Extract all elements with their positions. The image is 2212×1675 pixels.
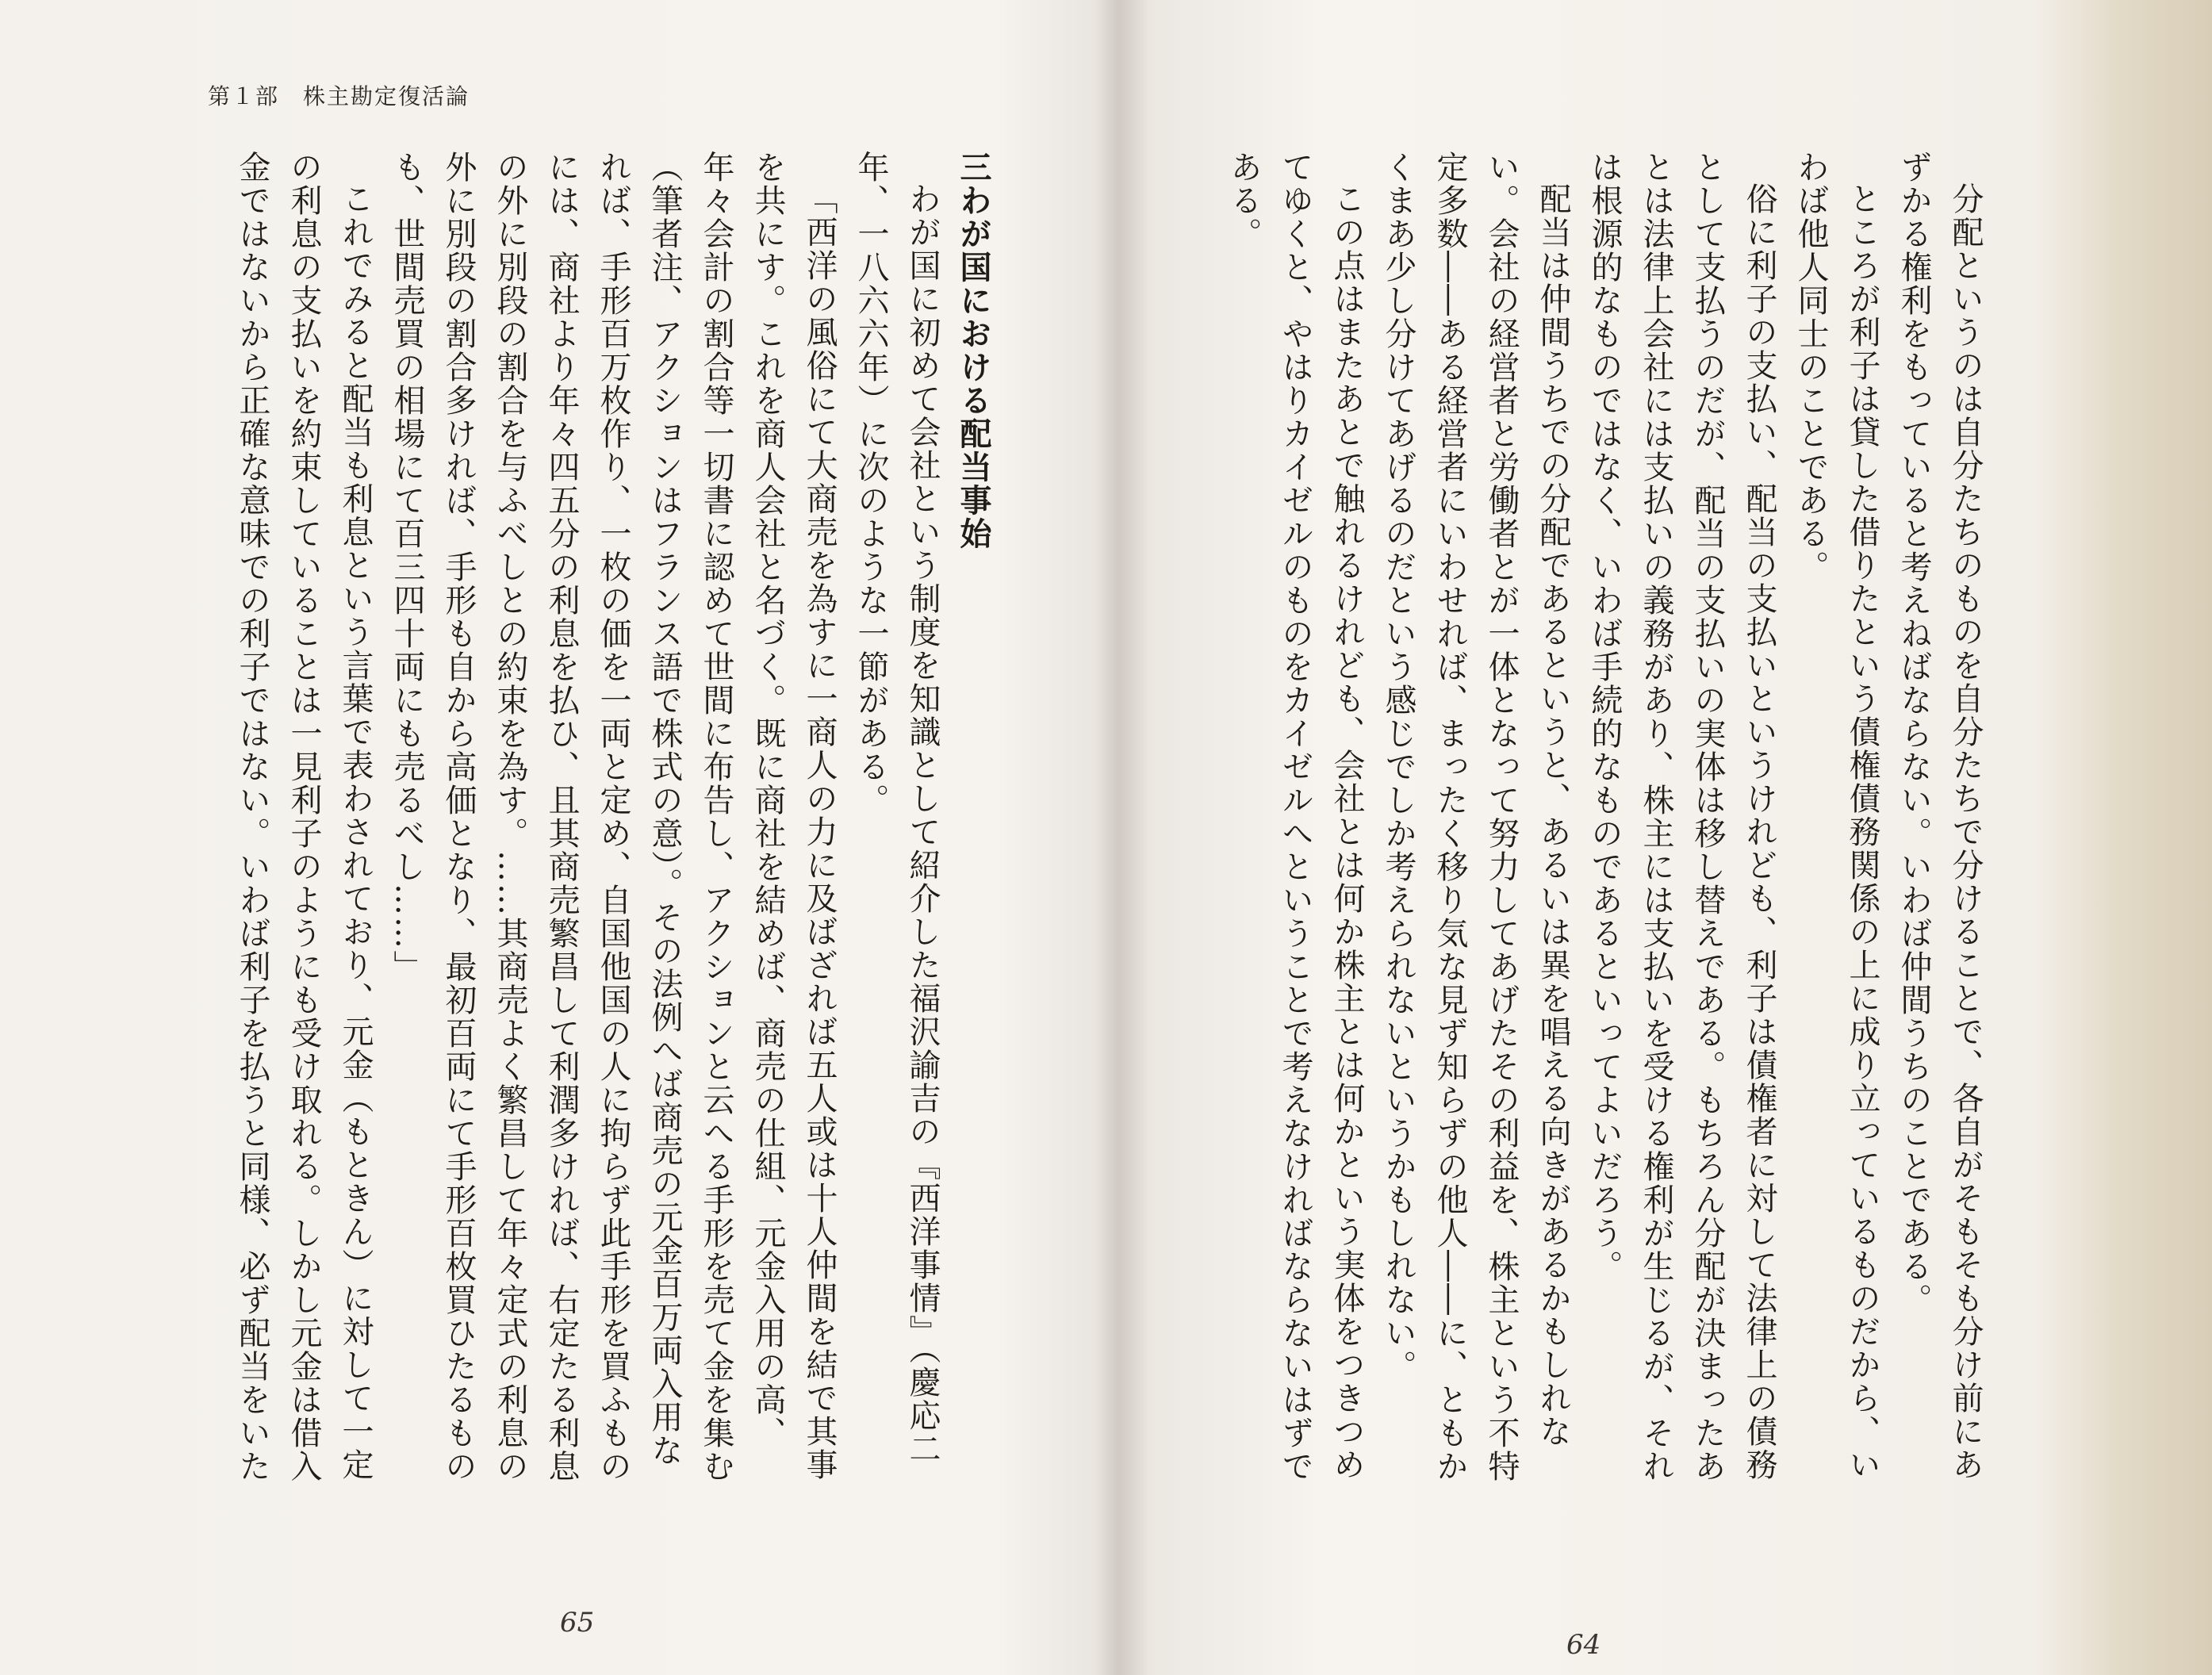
- text-line: は根源的なものではなく、いわば手続的なものであるといってよいだろう。: [1586, 151, 1623, 1283]
- text-line: を共にす。これを商人会社と名づく。既に商社を結めば、商売の仕組、元金入用の高、: [749, 151, 786, 1450]
- right-page-text: [1174, 151, 1991, 1594]
- text-line: として支払うのだが、配当の支払いの実体は移し替えである。もちろん分配が決まったあ: [1689, 151, 1726, 1483]
- text-line: これでみると配当も利息という言葉で表わされており、元金（もときん）に対して一定: [337, 182, 374, 1481]
- text-line: れば、手形百万枚作り、一枚の価を一両と定め、自国他国の人に拘らず此手形を買ふもの: [595, 151, 631, 1483]
- text-line: この点はまたあとで触れるけれども、会社とは何か株主とは何かという実体をつきつめ: [1328, 182, 1365, 1481]
- text-line: ある。: [1225, 151, 1262, 251]
- text-line: 俗に利子の支払い、配当の支払いというけれども、利子は債権者に対して法律上の債務: [1741, 182, 1777, 1481]
- right-page: [1110, 0, 2212, 1675]
- text-line: くまあ少し分けてあげるのだという感じでしか考えられないというかもしれない。: [1380, 151, 1417, 1383]
- text-line: とは法律上会社には支払いの義務があり、株主には支払いを受ける権利が生じるが、それ: [1638, 151, 1674, 1483]
- text-line: （筆者注、アクションはフランス語で株式の意）。その法例へば商売の元金百万両入用な: [646, 151, 683, 1467]
- text-line: ずかる権利をもっていると考えねばならない。いわば仲間うちのことである。: [1896, 151, 1932, 1317]
- text-line: 金ではないから正確な意味での利子ではない。いわば利子を払うと同様、必ず配当をいた: [234, 151, 270, 1483]
- text-line: の利息の支払いを約束していることは一見利子のようにも受け取れる。しかし元金は借入: [286, 151, 322, 1483]
- section-heading: [948, 151, 999, 1594]
- text-line: 年、一八六六年）に次のような一節がある。: [853, 151, 889, 817]
- section-title: わが国における配当事始: [955, 184, 992, 550]
- left-page: [0, 0, 1094, 1675]
- text-line: には、商社より年々四五分の利息を払ひ、且其商売繁昌して利潤多ければ、右定たる利息: [543, 151, 580, 1483]
- text-line: の外に別段の割合を与ふべしとの約束を為す。……其商売よく繁昌して年々定式の利息の: [492, 151, 528, 1483]
- text-line: 配当は仲間うちでの分配であるというと、あるいは異を唱える向きがあるかもしれな: [1535, 182, 1571, 1448]
- section-number: 三: [955, 151, 992, 184]
- text-line: ところが利子は貸した借りたという債権債務関係の上に成り立っているものだから、い: [1844, 182, 1880, 1481]
- text-line: わが国に初めて会社という制度を知識として紹介した福沢諭吉の『西洋事情』（慶応二: [904, 182, 941, 1466]
- text-line: 定多数――ある経営者にいわせれば、まったく移り気な見ず知らずの他人――に、ともか: [1432, 151, 1468, 1483]
- text-line: 外に別段の割合多ければ、手形も自から高価となり、最初百両にて手形百枚買ひたるもの: [440, 151, 477, 1483]
- text-line: 年々会計の割合等一切書に認めて世間に布告し、アクションと云へる手形を売て金を集む: [698, 151, 734, 1483]
- text-line: わば他人同士のことである。: [1792, 151, 1829, 584]
- text-line: 分配というのは自分たちのものを自分たちで分けることで、各自がそもそも分け前にあ: [1947, 182, 1984, 1481]
- text-line: 「西洋の風俗にて大商売を為すに一商人の力に及ばざれば五人或は十人仲間を結で其事: [801, 182, 838, 1481]
- text-line: い。会社の経営者と労働者とが一体となって努力してあげたその利益を、株主という不特: [1483, 151, 1520, 1483]
- page-number: 64: [1566, 1629, 1601, 1661]
- text-line: てゆくと、やはりカイゼルのものをカイゼルへということで考えなければならないはずで: [1277, 151, 1313, 1483]
- page-number: 65: [560, 1607, 595, 1639]
- text-line: も、世間売買の相場にて百三四十両にも売るべし……」: [389, 151, 425, 983]
- running-header: 第１部 株主勘定復活論: [208, 83, 470, 109]
- left-page-text: [159, 151, 999, 1594]
